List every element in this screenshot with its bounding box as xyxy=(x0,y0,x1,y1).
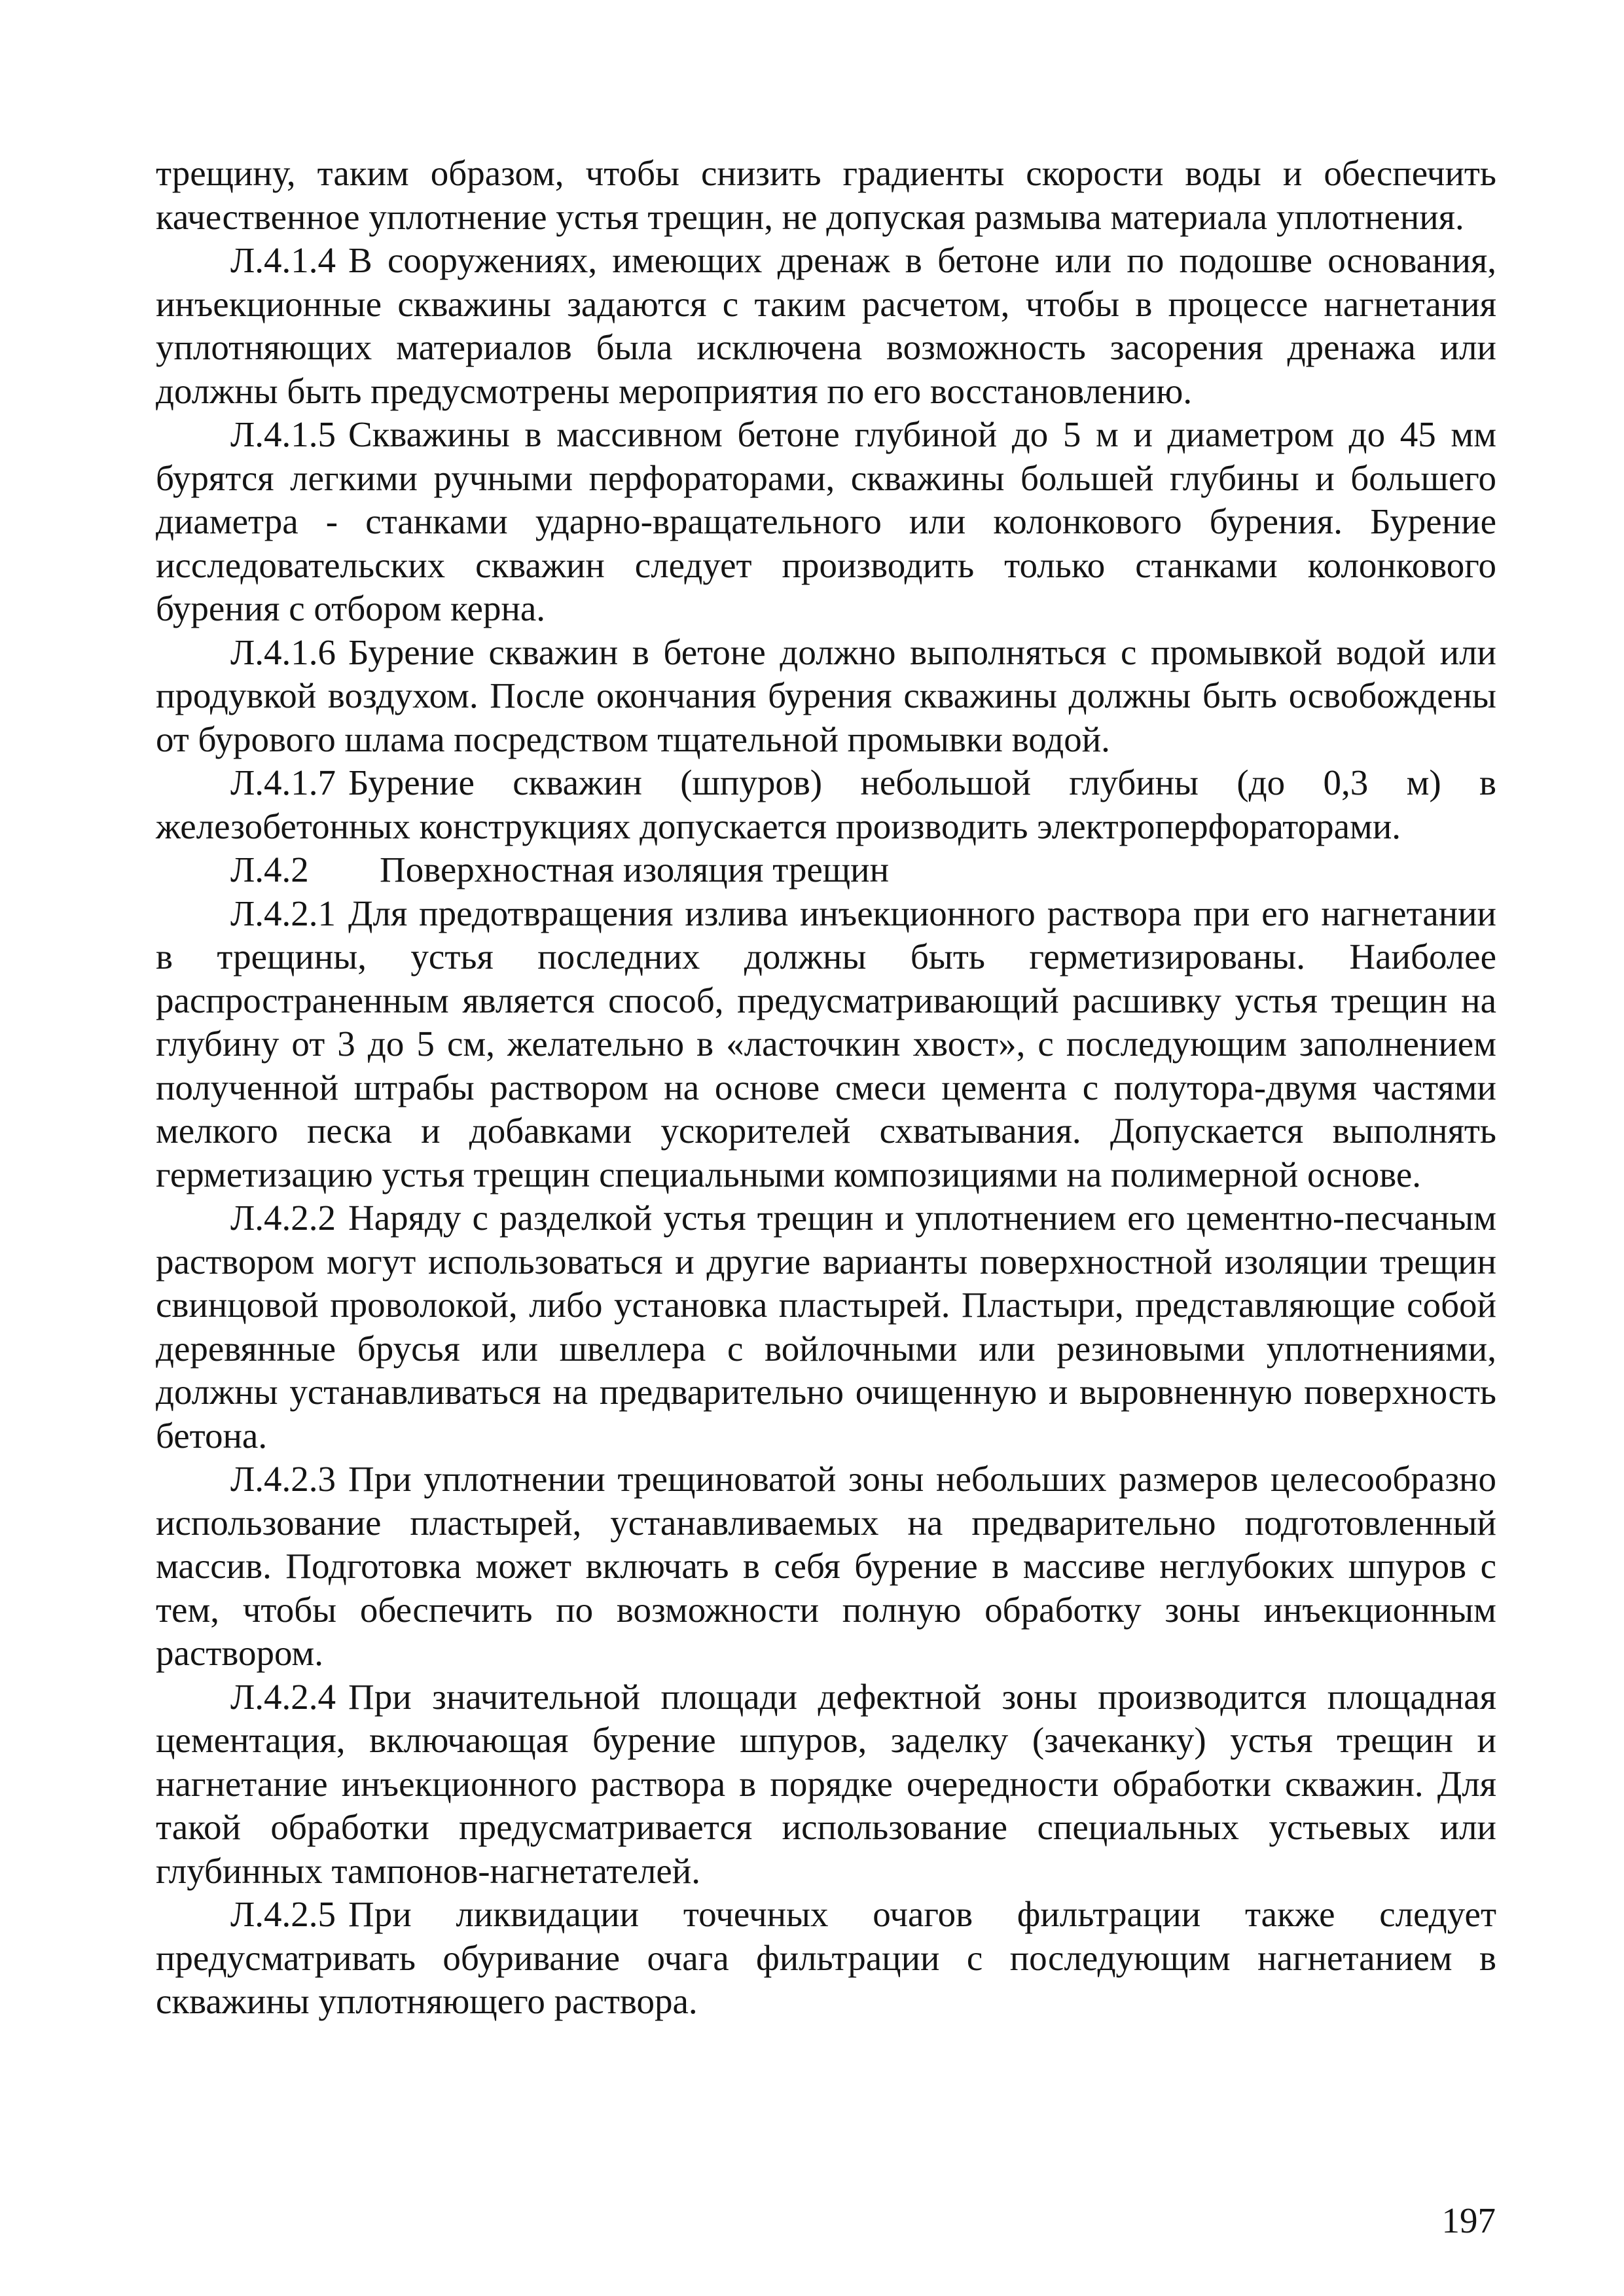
paragraph-text: При ликвидации точечных очагов фильтрации также следует предусматривать обуривание очага фильтрации с последующим нагнетанием в скважины уплотняющего раствора. xyxy=(156,1894,1496,2021)
clause-number: Л.4.1.6 xyxy=(230,632,336,672)
paragraph-l-4-2-5 xyxy=(156,1893,1496,2024)
paragraph-text: Наряду с разделкой устья трещин и уплотнением его цементно-песчаным раствором могут использоваться и другие варианты поверхностной изоляции трещин свинцовой проволокой, либо установка пластырей. Пластыри, представляющие собой деревянные брусья или швеллера с войлочными или резиновыми уплотнениями, должны устанавливаться на предварительно очищенную и выровненную поверхность бетона. xyxy=(156,1198,1496,1456)
paragraph-l-4-1-6 xyxy=(156,631,1496,762)
page-number: 197 xyxy=(1441,2200,1496,2240)
paragraph-text: Бурение скважин в бетоне должно выполняться с промывкой водой или продувкой воздухом. После окончания бурения скважины должны быть освобождены от бурового шлама посредством тщательной промывки водой. xyxy=(156,632,1496,759)
clause-number: Л.4.2.2 xyxy=(230,1198,336,1238)
clause-number: Л.4.1.4 xyxy=(230,240,336,280)
paragraph-l-4-1-4 xyxy=(156,239,1496,413)
clause-number: Л.4.2.1 xyxy=(230,893,336,933)
paragraph-text: Бурение скважин (шпуров) небольшой глубины (до 0,3 м) в железобетонных конструкциях допускается производить электроперфораторами. xyxy=(156,762,1496,846)
paragraph-l-4-2-4 xyxy=(156,1676,1496,1893)
clause-number: Л.4.2.3 xyxy=(230,1459,336,1499)
section-number: Л.4.2 xyxy=(230,850,309,889)
section-title: Поверхностная изоляция трещин xyxy=(380,850,890,889)
clause-number: Л.4.1.7 xyxy=(230,762,336,802)
paragraph-continuation xyxy=(156,152,1496,239)
paragraph-text: При значительной площади дефектной зоны производится площадная цементация, включающая бурение шпуров, заделку (зачеканку) устья трещин и нагнетание инъекционного раствора в порядке очередности обработки скважин. Для такой обработки предусматривается использование специальных устьевых или глубинных тампонов-нагнетателей. xyxy=(156,1676,1496,1891)
paragraph-text: трещину, таким образом, чтобы снизить градиенты скорости воды и обеспечить качественное уплотнение устья трещин, не допуская размыва материала уплотнения. xyxy=(156,153,1496,237)
paragraph-l-4-1-7 xyxy=(156,761,1496,848)
section-heading-l-4-2 xyxy=(156,848,1496,892)
paragraph-l-4-2-3 xyxy=(156,1458,1496,1676)
paragraph-l-4-1-5 xyxy=(156,413,1496,631)
paragraph-text: В сооружениях, имеющих дренаж в бетоне или по подошве основания, инъекционные скважины задаются с таким расчетом, чтобы в процессе нагнетания уплотняющих материалов была исключена возможность засорения дренажа или должны быть предусмотрены мероприятия по его восстановлению. xyxy=(156,240,1496,411)
paragraph-l-4-2-2 xyxy=(156,1196,1496,1458)
page-body xyxy=(156,152,1496,2024)
paragraph-text: При уплотнении трещиноватой зоны небольших размеров целесообразно использование пластырей, устанавливаемых на предварительно подготовленный массив. Подготовка может включать в себя бурение в массиве неглубоких шпуров с тем, чтобы обеспечить по возможности полную обработку зоны инъекционным раствором. xyxy=(156,1459,1496,1673)
clause-number: Л.4.2.4 xyxy=(230,1676,336,1717)
paragraph-text: Скважины в массивном бетоне глубиной до 5 м и диаметром до 45 мм бурятся легкими ручными перфораторами, скважины большей глубины и большего диаметра - станками ударно-вращательного или колонкового бурения. Бурение исследовательских скважин следует производить только станками колонкового бурения с отбором керна. xyxy=(156,414,1496,628)
clause-number: Л.4.2.5 xyxy=(230,1894,336,1934)
paragraph-l-4-2-1 xyxy=(156,892,1496,1197)
paragraph-text: Для предотвращения излива инъекционного раствора при его нагнетании в трещины, устья последних должны быть герметизированы. Наиболее распространенным является способ, предусматривающий расшивку устья трещин на глубину от 3 до 5 см, желательно в «ласточкин хвост», с последующим заполнением полученной штрабы раствором на основе смеси цемента с полутора-двумя частями мелкого песка и добавками ускорителей схватывания. Допускается выполнять герметизацию устья трещин специальными композициями на полимерной основе. xyxy=(156,893,1496,1194)
clause-number: Л.4.1.5 xyxy=(230,414,336,454)
